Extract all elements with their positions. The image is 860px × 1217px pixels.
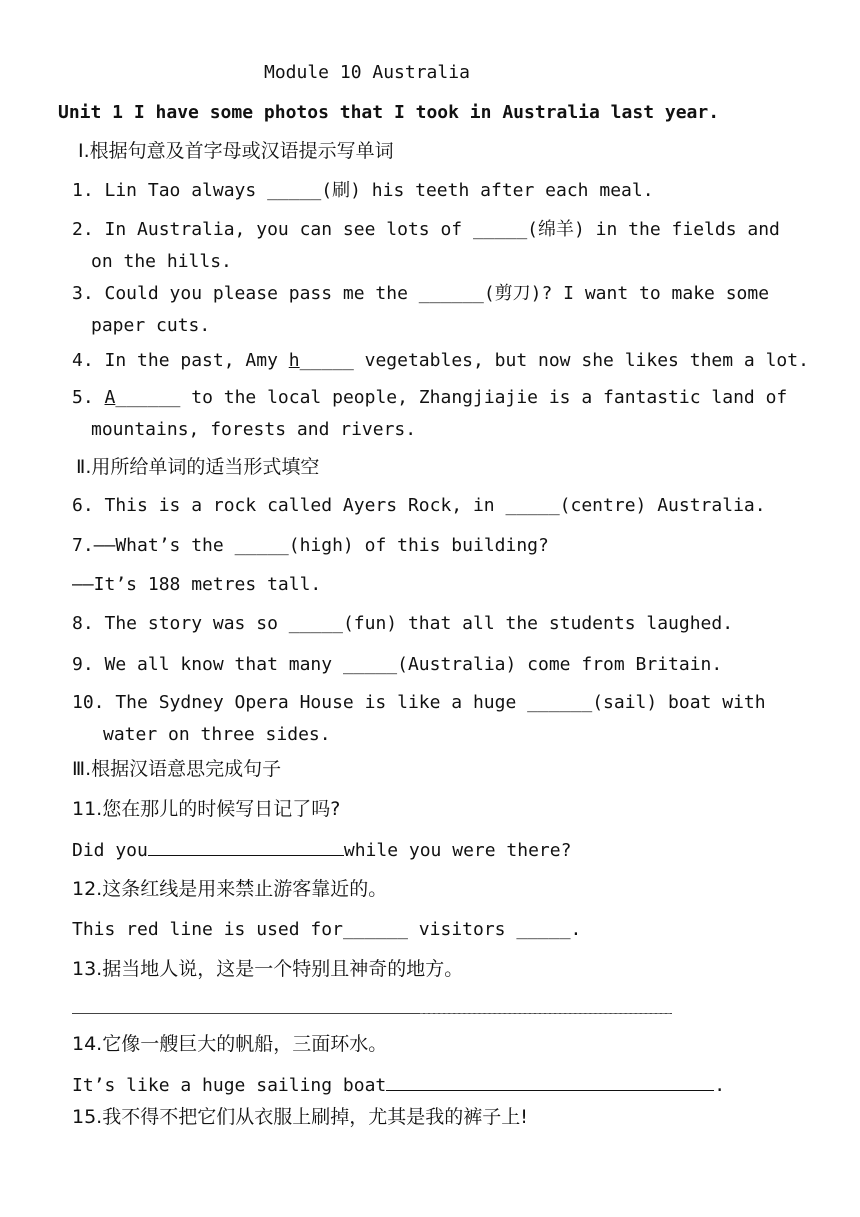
question-15-chinese: 15.我不得不把它们从衣服上刷掉，尤其是我的裤子上! bbox=[72, 1106, 528, 1128]
question-14: It’s like a huge sailing boat . bbox=[72, 1075, 726, 1096]
answer-blank-2[interactable]: _____ bbox=[472, 219, 528, 240]
section3-heading: Ⅲ.根据汉语意思完成句子 bbox=[72, 758, 282, 780]
question-5-cont: mountains, forests and rivers. bbox=[91, 419, 417, 440]
question-11-chinese: 11.您在那儿的时候写日记了吗? bbox=[72, 798, 341, 820]
answer-blank-9[interactable]: _____ bbox=[342, 654, 398, 675]
section2-heading: Ⅱ.用所给单词的适当形式填空 bbox=[76, 456, 320, 478]
answer-blank-10[interactable]: ______ bbox=[527, 692, 593, 713]
answer-blank-7[interactable]: _____ bbox=[234, 535, 289, 556]
question-10: 10. The Sydney Opera House is like a huge ______(sail) boat with bbox=[72, 692, 766, 713]
question-9: 9. We all know that many _____(Australia) come from Britain. bbox=[72, 654, 723, 675]
question-7-answer: ——It’s 188 metres tall. bbox=[72, 574, 322, 595]
question-3-cont: paper cuts. bbox=[91, 315, 211, 336]
answer-blank-5[interactable]: ______ bbox=[115, 387, 181, 408]
question-3: 3. Could you please pass me the ______(剪刀)? I want to make some bbox=[72, 283, 770, 304]
question-8: 8. The story was so _____(fun) that all the students laughed. bbox=[72, 613, 734, 634]
question-14-chinese: 14.它像一艘巨大的帆船，三面环水。 bbox=[72, 1033, 388, 1055]
answer-blank-14[interactable] bbox=[386, 1073, 714, 1091]
answer-blank-6[interactable]: _____ bbox=[505, 495, 560, 516]
question-7: 7.——What’s the _____(high) of this building? bbox=[72, 535, 549, 556]
answer-blank-12a[interactable]: ______ bbox=[342, 919, 408, 940]
module-title: Module 10 Australia bbox=[264, 62, 470, 83]
question-13-chinese: 13.据当地人说，这是一个特别且神奇的地方。 bbox=[72, 958, 464, 980]
question-6: 6. This is a rock called Ayers Rock, in _____(centre) Australia. bbox=[72, 495, 766, 516]
question-10-cont: water on three sides. bbox=[103, 724, 331, 745]
hint-letter-4: h bbox=[288, 350, 300, 371]
question-2-cont: on the hills. bbox=[91, 251, 232, 272]
question-1: 1. Lin Tao always _____(刷) his teeth after each meal. bbox=[72, 180, 654, 201]
hint-letter-5: A bbox=[104, 387, 116, 408]
answer-line-13-dashed bbox=[420, 1013, 670, 1014]
answer-blank-1[interactable]: _____ bbox=[267, 180, 322, 201]
question-2: 2. In Australia, you can see lots of _____(绵羊) in the fields and bbox=[72, 219, 780, 240]
section1-heading: Ⅰ.根据句意及首字母或汉语提示写单词 bbox=[78, 140, 394, 162]
unit-title: Unit 1 I have some photos that I took in Australia last year. bbox=[58, 102, 720, 123]
answer-blank-12b[interactable]: _____ bbox=[516, 919, 571, 940]
question-12-chinese: 12.这条红线是用来禁止游客靠近的。 bbox=[72, 878, 388, 900]
question-12: This red line is used for______ visitors _____. bbox=[72, 919, 582, 940]
answer-blank-8[interactable]: _____ bbox=[288, 613, 343, 634]
answer-blank-4[interactable]: _____ bbox=[299, 350, 354, 371]
question-5: 5. A______ to the local people, Zhangjiajie is a fantastic land of bbox=[72, 387, 788, 408]
question-4: 4. In the past, Amy h_____ vegetables, but now she likes them a lot. bbox=[72, 350, 809, 371]
question-11: Did you while you were there? bbox=[72, 840, 572, 861]
answer-blank-3[interactable]: ______ bbox=[418, 283, 484, 304]
answer-blank-11[interactable] bbox=[148, 838, 344, 856]
